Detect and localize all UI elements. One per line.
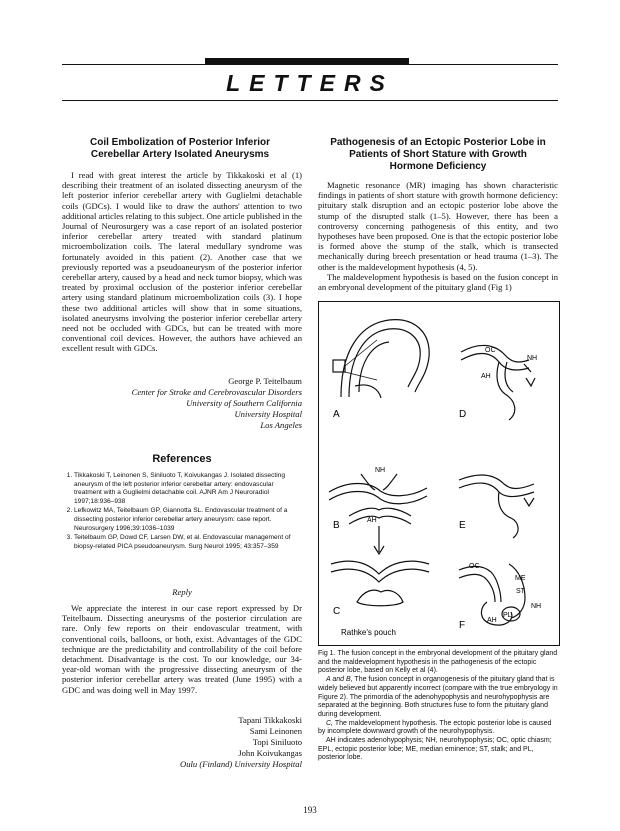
reference-item: 1. Tikkakoski T, Leinonen S, Siniluoto T, Koivukangas J. Isolated dissecting aneurysm of the left posterior inferior cerebellar artery: endovascular treatment with a Guglielmi detachable coil. AJNR Am J Neuroradiol 1997;18:936–938 — [74, 472, 302, 506]
reply-signature: Tapani Tikkakoski Sami Leinonen Topi Siniluoto John Koivukangas Oulu (Finland) University Hospital — [180, 715, 302, 769]
label-rathkes-pouch: Rathke's pouch — [341, 628, 396, 637]
reply-heading: Reply — [172, 587, 192, 597]
references-heading: References — [152, 453, 212, 465]
label-nh: NH — [375, 467, 386, 474]
panel-label: B — [333, 520, 340, 531]
label-nh: NH — [531, 603, 542, 610]
label-ah: AH — [481, 373, 491, 380]
reference-item: 3. Teitelbaum GP, Dowd CF, Larsen DW, et al. Endovascular management of biopsy-related PICA pseudoaneurysm. Surg Neurol 1995; 43:357–359 — [74, 534, 302, 551]
panel-label: C — [333, 606, 341, 617]
label-me: ME — [515, 575, 526, 582]
label-nh: NH — [527, 355, 538, 362]
label-st: ST — [516, 588, 525, 595]
right-article-title: Pathogenesis of an Ectopic Posterior Lobe in Patients of Short Stature with Growth Hormone Deficiency — [330, 137, 546, 172]
reply-body: We appreciate the interest in our case report expressed by Dr Teitelbaum. Dissecting aneurysms of the posterior circulation are rare. Only few reports on their endovascular treatment, with conventional coils, balloons, or both, exist. Advantages of the GDC technique are the predictability and controllability of the coil before detachment. Disadvantage is the cost. To our knowledge, our 34-year-old woman with the progressive dissecting aneurysm of the posterior inferior cerebellar artery was treated (June 1995) with a GDC and was doing well in May 1997. — [62, 603, 302, 695]
section-title: LETTERS — [226, 70, 394, 96]
panel-label: E — [459, 520, 466, 531]
figure-caption: Fig 1. The fusion concept in the embryonal development of the pituitary gland and the maldevelopment hypothesis in the pathogenesis of the ectopic posterior lobe, based on Kelly et al (4). A and B, The fusion concept in organogenesis of the pituitary gland that is widely believed but apparently incorrect (compare with the true embryology in Figure 2). The primordia of the adenohypophysis and neurohypophysis are separated at the beginning. Both structures fuse to form the pituitary gland during development. C, The maldevelopment hypothesis. The ectopic posterior lobe is caused by incomplete downward growth of the neurohypophysis. AH indicates adenohypophysis; NH, neurohypophysis; OC, optic chiasm; EPL, ectopic posterior lobe; ME, median eminence; ST, stalk; and PL, posterior lobe. — [318, 650, 558, 762]
caption-label: Fig 1. — [318, 650, 336, 657]
panel-label: D — [459, 409, 467, 420]
references-list — [62, 472, 302, 552]
right-article-body: Magnetic resonance (MR) imaging has shown characteristic findings in patients of short stature with growth hormone deficiency: pituitary stalk disruption and an ectopic posterior lobe above the stump of the disrupted stalk (1–5). However, there has been a controversy concerning pathogenesis of this entity, and two hypotheses have been proposed. One is that the ectopic posterior lobe is formed above the stump of the stalk, which is transected mechanically during breech presentation or head trauma (1–3). The other is the maldevelopment hypothesis (4, 5). The maldevelopment hypothesis is based on the fusion concept in an embryonal development of the pituitary gland (Fig 1) — [318, 180, 558, 293]
left-article-title: Coil Embolization of Posterior Inferior Cerebellar Artery Isolated Aneurysms — [89, 137, 270, 160]
label-ah: AH — [487, 617, 497, 624]
page-number: 193 — [303, 805, 317, 815]
reference-item: 2. Lefkowitz MA, Teitelbaum GP, Giannotta SL. Endovascular treatment of a dissecting posterior inferior cerebellar artery aneurysm: case report. Neurosurgery 1996;39:1036–1039 — [74, 507, 302, 533]
label-oc: OC — [469, 563, 480, 570]
left-signature: George P. Teitelbaum Center for Stroke and Cerebrovascular Disorders University of Southern California University Hospital Los Angeles — [131, 376, 302, 430]
header-rule-bottom — [62, 100, 558, 101]
header-rule-top — [62, 64, 558, 65]
panel-label: A — [333, 409, 340, 420]
figure-1 — [318, 301, 560, 646]
figure-1-drawing — [319, 302, 559, 645]
label-ah: AH — [367, 517, 377, 524]
label-pl: PL — [503, 612, 512, 619]
panel-label: F — [459, 620, 466, 631]
left-article-body: I read with great interest the article by Tikkakoski et al (1) describing their treatment of an isolated dissecting aneurysm of the left posterior inferior cerebellar artery with Guglielmi detachable coils (GDCs). I would like to draw the authors' attention to two additional articles relating to this subject. One article published in the Journal of Neurosurgery was a case report of an isolated posterior inferior cerebellar artery treated with standard platinum microembolization coils. The lateral medullary syndrome was fortunately avoided in this patient (2). Another case that we previously reported was a pseudoaneurysm of the posterior inferior cerebellar artery, caused by a head and neck tumor biopsy, which was treated by proximal occlusion of the posterior inferior cerebellar artery using standard platinum microembolization coils (3). I hope these two additional articles will show that in some situations, isolated aneurysms involving the posterior inferior cerebellar artery need not be occluded with GDCs, but can be treated with more conventional coil devices. However, the authors have achieved an excellent result with GDCs. — [62, 170, 302, 354]
label-oc: OC — [485, 347, 496, 354]
